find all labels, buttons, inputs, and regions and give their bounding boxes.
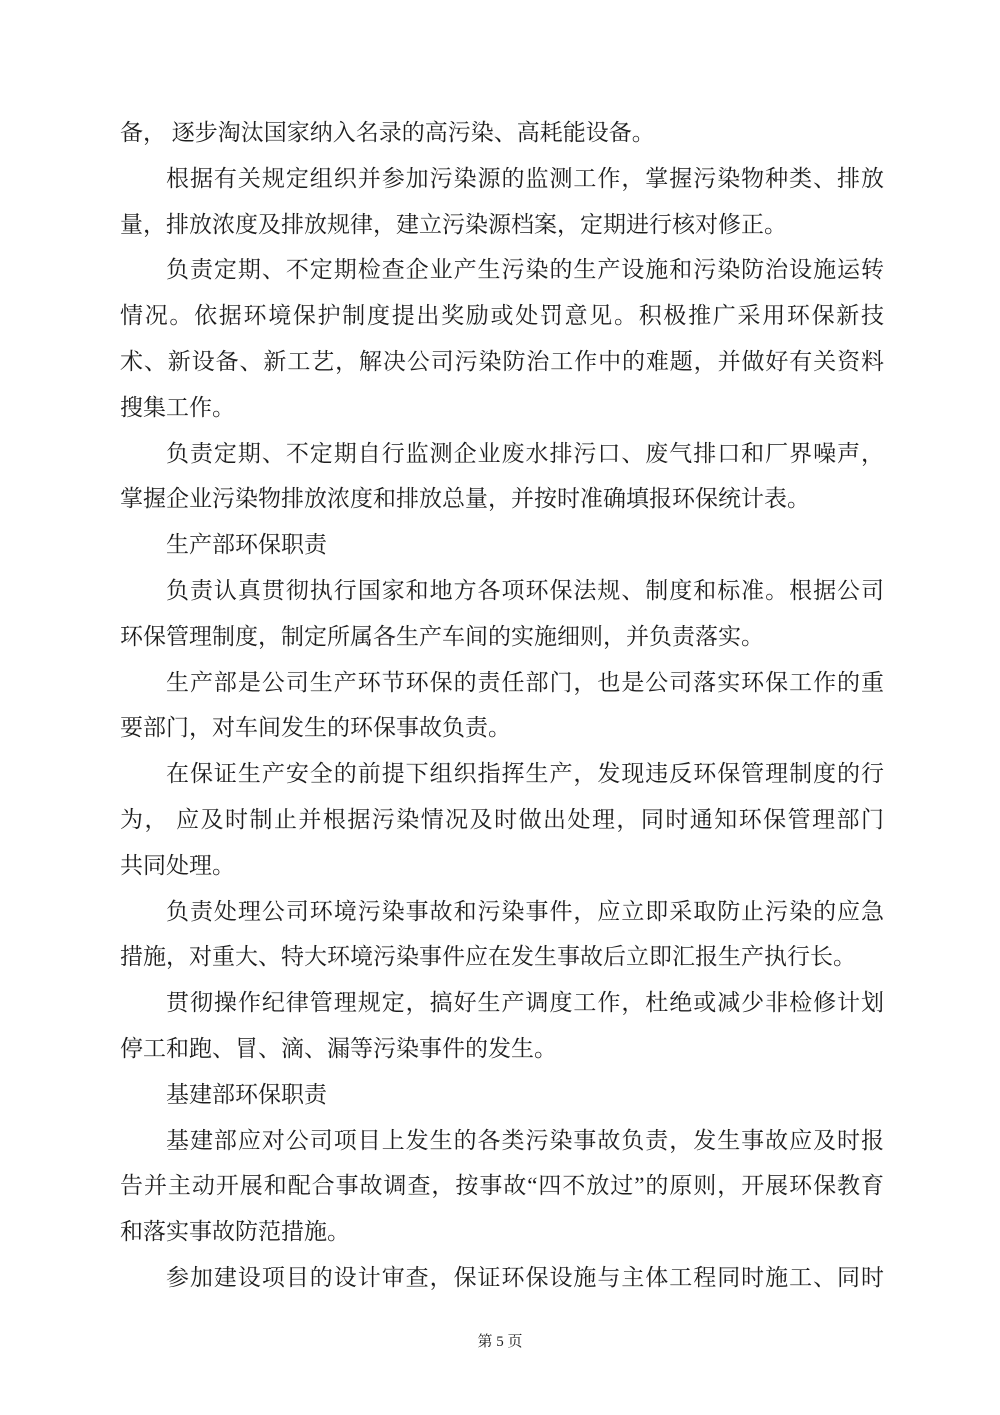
text-line: 共同处理。 [120, 852, 235, 878]
page-footer [0, 1331, 1000, 1353]
section-heading-text: 基建部环保职责 [166, 1081, 327, 1107]
paragraph [120, 751, 884, 888]
text-line: 负责定期、不定期自行监测企业废水排污口、废气排口和厂界噪声， [166, 440, 884, 466]
text-line: 掌握企业污染物排放浓度和排放总量，并按时准确填报环保统计表。 [120, 486, 810, 512]
paragraph [120, 156, 884, 248]
section-heading [120, 1072, 884, 1118]
text-line: 量，排放浓度及排放规律，建立污染源档案，定期进行核对修正。 [120, 211, 787, 237]
text-line: 术、新设备、新工艺，解决公司污染防治工作中的难题，并做好有关资料 [120, 348, 884, 374]
text-line: 负责定期、不定期检查企业产生污染的生产设施和污染防治设施运转 [166, 257, 884, 283]
text-line: 和落实事故防范措施。 [120, 1219, 350, 1245]
text-line: 停工和跑、冒、滴、漏等污染事件的发生。 [120, 1035, 557, 1061]
paragraph [120, 660, 884, 752]
text-line: 环保管理制度，制定所属各生产车间的实施细则，并负责落实。 [120, 623, 764, 649]
text-line: 在保证生产安全的前提下组织指挥生产，发现违反环保管理制度的行 [166, 761, 884, 787]
paragraph [120, 568, 884, 660]
paragraph [120, 1255, 884, 1301]
text-line: 情况。依据环境保护制度提出奖励或处罚意见。积极推广采用环保新技 [120, 303, 884, 329]
section-heading [120, 522, 884, 568]
text-line: 备， 逐步淘汰国家纳入名录的高污染、高耗能设备。 [120, 120, 655, 145]
text-line: 参加建设项目的设计审查，保证环保设施与主体工程同时施工、同时 [166, 1264, 884, 1290]
text-line: 告并主动开展和配合事故调查，按事故“四不放过”的原则，开展环保教育 [120, 1173, 884, 1199]
paragraph [120, 889, 884, 981]
section-heading-text: 生产部环保职责 [166, 532, 327, 558]
text-line: 负责处理公司环境污染事故和污染事件，应立即采取防止污染的应急 [166, 898, 884, 924]
document-body [120, 110, 884, 1301]
text-line: 根据有关规定组织并参加污染源的监测工作，掌握污染物种类、排放 [166, 165, 884, 191]
paragraph [120, 1118, 884, 1255]
paragraph [120, 247, 884, 430]
text-line: 基建部应对公司项目上发生的各类污染事故负责，发生事故应及时报 [166, 1127, 884, 1153]
paragraph [120, 431, 884, 523]
paragraph [120, 980, 884, 1072]
text-line: 要部门，对车间发生的环保事故负责。 [120, 715, 511, 741]
text-line: 贯彻操作纪律管理规定，搞好生产调度工作，杜绝或减少非检修计划 [166, 990, 884, 1016]
text-line: 负责认真贯彻执行国家和地方各项环保法规、制度和标准。根据公司 [166, 577, 884, 603]
paragraph [120, 110, 884, 156]
text-line: 为， 应及时制止并根据污染情况及时做出处理，同时通知环保管理部门 [120, 806, 884, 832]
text-line: 生产部是公司生产环节环保的责任部门，也是公司落实环保工作的重 [166, 669, 884, 695]
text-line: 搜集工作。 [120, 394, 235, 420]
text-line: 措施，对重大、特大环境污染事件应在发生事故后立即汇报生产执行长。 [120, 944, 856, 970]
page-number: 第 5 页 [477, 1334, 523, 1350]
